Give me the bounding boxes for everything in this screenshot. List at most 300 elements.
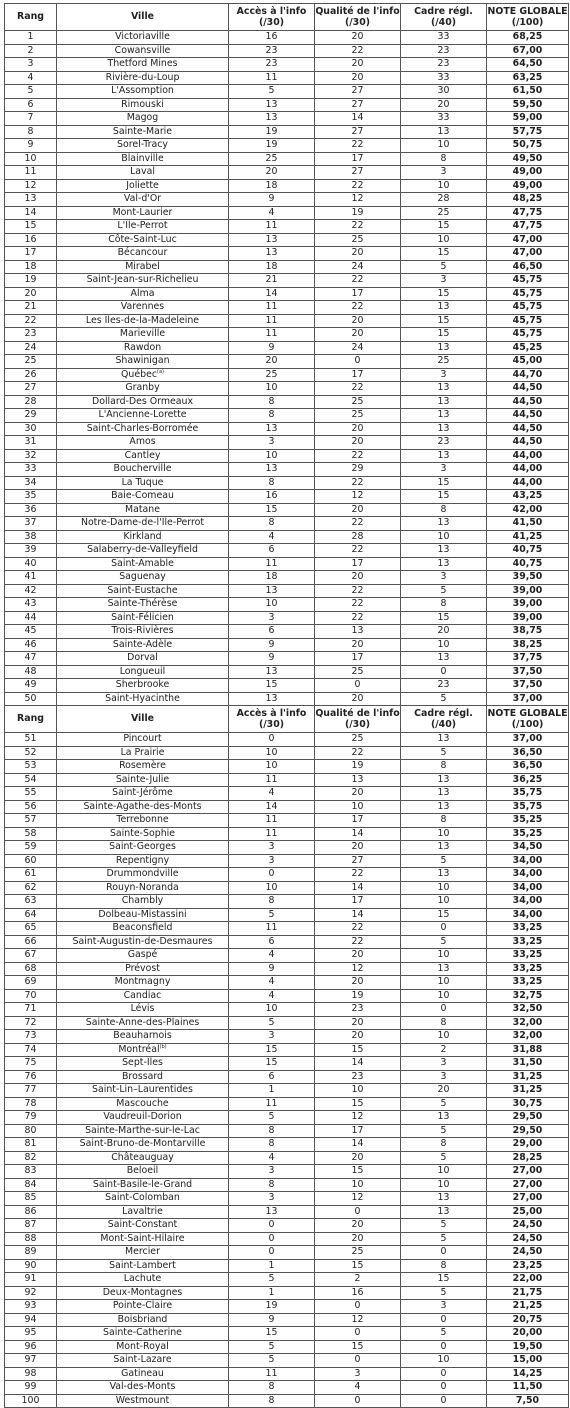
framework-score-cell: 8 — [401, 1259, 487, 1273]
rank-cell: 41 — [5, 571, 57, 585]
framework-score-cell: 13 — [401, 409, 487, 423]
city-cell: La Tuque — [57, 476, 229, 490]
quality-score-cell: 12 — [315, 1192, 401, 1206]
access-score-cell: 5 — [229, 1273, 315, 1287]
table-row — [5, 301, 569, 315]
quality-score-cell: 22 — [315, 935, 401, 949]
table-row — [5, 908, 569, 922]
quality-score-cell: 14 — [315, 1057, 401, 1071]
overall-score-cell: 27,00 — [487, 1192, 569, 1206]
header-quality: Qualité de l'info (/30) — [315, 4, 401, 31]
table-row — [5, 139, 569, 153]
rank-cell: 36 — [5, 503, 57, 517]
rank-cell: 25 — [5, 355, 57, 369]
overall-score-cell: 39,00 — [487, 611, 569, 625]
overall-score-cell: 24,50 — [487, 1232, 569, 1246]
overall-score-cell: 27,00 — [487, 1165, 569, 1179]
city-cell: Saint-Félicien — [57, 611, 229, 625]
overall-score-cell: 47,75 — [487, 206, 569, 220]
city-cell: Beaconsfield — [57, 922, 229, 936]
overall-score-cell: 34,00 — [487, 854, 569, 868]
rank-cell: 58 — [5, 827, 57, 841]
overall-score-cell: 19,50 — [487, 1340, 569, 1354]
table-row — [5, 166, 569, 180]
access-score-cell: 10 — [229, 760, 315, 774]
table-row — [5, 598, 569, 612]
rank-cell: 55 — [5, 787, 57, 801]
quality-score-cell: 13 — [315, 625, 401, 639]
framework-score-cell: 13 — [401, 787, 487, 801]
framework-score-cell: 25 — [401, 206, 487, 220]
quality-score-cell: 0 — [315, 1394, 401, 1408]
city-cell: Saint-Lambert — [57, 1259, 229, 1273]
quality-score-cell: 20 — [315, 571, 401, 585]
framework-score-cell: 5 — [401, 746, 487, 760]
rank-cell: 37 — [5, 517, 57, 531]
rank-cell: 32 — [5, 449, 57, 463]
table-row — [5, 260, 569, 274]
framework-score-cell: 13 — [401, 301, 487, 315]
quality-score-cell: 20 — [315, 841, 401, 855]
framework-score-cell: 10 — [401, 827, 487, 841]
overall-score-cell: 34,00 — [487, 895, 569, 909]
rank-cell: 38 — [5, 530, 57, 544]
table-row — [5, 1084, 569, 1098]
framework-score-cell: 5 — [401, 935, 487, 949]
table-row — [5, 976, 569, 990]
city-cell: L'Île-Perrot — [57, 220, 229, 234]
framework-score-cell: 5 — [401, 1327, 487, 1341]
city-cell: Granby — [57, 382, 229, 396]
access-score-cell: 11 — [229, 220, 315, 234]
table-row — [5, 517, 569, 531]
quality-score-cell: 2 — [315, 1273, 401, 1287]
table-row — [5, 422, 569, 436]
table-row — [5, 814, 569, 828]
city-cell: Beauharnois — [57, 1030, 229, 1044]
framework-score-cell: 5 — [401, 854, 487, 868]
table-row — [5, 1003, 569, 1017]
table-row — [5, 733, 569, 747]
access-score-cell: 11 — [229, 827, 315, 841]
framework-score-cell: 30 — [401, 85, 487, 99]
framework-score-cell: 3 — [401, 274, 487, 288]
table-row — [5, 1259, 569, 1273]
city-cell: Dorval — [57, 652, 229, 666]
overall-score-cell: 44,50 — [487, 422, 569, 436]
rank-cell: 2 — [5, 44, 57, 58]
access-score-cell: 4 — [229, 949, 315, 963]
overall-score-cell: 37,75 — [487, 652, 569, 666]
table-row — [5, 206, 569, 220]
city-cell: Cantley — [57, 449, 229, 463]
access-score-cell: 13 — [229, 247, 315, 261]
access-score-cell: 9 — [229, 638, 315, 652]
table-row — [5, 463, 569, 477]
city-cell: Saint-Amable — [57, 557, 229, 571]
overall-score-cell: 25,00 — [487, 1205, 569, 1219]
rank-cell: 15 — [5, 220, 57, 234]
city-cell: Les Îles-de-la-Madeleine — [57, 314, 229, 328]
rank-cell: 63 — [5, 895, 57, 909]
quality-score-cell: 0 — [315, 1327, 401, 1341]
header-overall: NOTE GLOBALE (/100) — [487, 4, 569, 31]
table-row — [5, 1340, 569, 1354]
rank-cell: 90 — [5, 1259, 57, 1273]
header-rank: Rang — [5, 706, 57, 733]
rank-cell: 92 — [5, 1286, 57, 1300]
framework-score-cell: 10 — [401, 976, 487, 990]
overall-score-cell: 49,50 — [487, 152, 569, 166]
quality-score-cell: 25 — [315, 665, 401, 679]
table-row — [5, 1151, 569, 1165]
quality-score-cell: 24 — [315, 341, 401, 355]
city-cell: Rouyn-Noranda — [57, 881, 229, 895]
quality-score-cell: 13 — [315, 773, 401, 787]
rank-cell: 68 — [5, 962, 57, 976]
city-cell: Saint-Hyacinthe — [57, 692, 229, 706]
table-row — [5, 787, 569, 801]
city-cell: Châteauguay — [57, 1151, 229, 1165]
rank-cell: 16 — [5, 233, 57, 247]
overall-score-cell: 49,00 — [487, 166, 569, 180]
city-cell: Drummondville — [57, 868, 229, 882]
framework-score-cell: 8 — [401, 1016, 487, 1030]
overall-score-cell: 47,00 — [487, 247, 569, 261]
framework-score-cell: 13 — [401, 1111, 487, 1125]
quality-score-cell: 17 — [315, 814, 401, 828]
framework-score-cell: 15 — [401, 490, 487, 504]
access-score-cell: 11 — [229, 71, 315, 85]
quality-score-cell: 17 — [315, 1124, 401, 1138]
rank-cell: 87 — [5, 1219, 57, 1233]
framework-score-cell: 10 — [401, 1354, 487, 1368]
framework-score-cell: 10 — [401, 233, 487, 247]
framework-score-cell: 15 — [401, 611, 487, 625]
overall-score-cell: 37,50 — [487, 665, 569, 679]
city-cell: Saguenay — [57, 571, 229, 585]
overall-score-cell: 47,00 — [487, 233, 569, 247]
rank-cell: 45 — [5, 625, 57, 639]
quality-score-cell: 15 — [315, 1043, 401, 1057]
table-row — [5, 1381, 569, 1395]
rank-cell: 94 — [5, 1313, 57, 1327]
rank-cell: 59 — [5, 841, 57, 855]
table-row — [5, 1394, 569, 1408]
table-row — [5, 881, 569, 895]
access-score-cell: 20 — [229, 355, 315, 369]
access-score-cell: 4 — [229, 1151, 315, 1165]
header-quality: Qualité de l'info (/30) — [315, 706, 401, 733]
framework-score-cell: 0 — [401, 1313, 487, 1327]
rank-cell: 18 — [5, 260, 57, 274]
overall-score-cell: 37,00 — [487, 733, 569, 747]
quality-score-cell: 4 — [315, 1381, 401, 1395]
rank-cell: 43 — [5, 598, 57, 612]
city-cell: Montmagny — [57, 976, 229, 990]
rank-cell: 8 — [5, 125, 57, 139]
framework-score-cell: 13 — [401, 652, 487, 666]
city-cell: Vaudreuil-Dorion — [57, 1111, 229, 1125]
quality-score-cell: 19 — [315, 760, 401, 774]
overall-score-cell: 47,75 — [487, 220, 569, 234]
quality-score-cell: 22 — [315, 179, 401, 193]
rank-cell: 93 — [5, 1300, 57, 1314]
access-score-cell: 8 — [229, 395, 315, 409]
framework-score-cell: 0 — [401, 1246, 487, 1260]
table-row — [5, 85, 569, 99]
quality-score-cell: 27 — [315, 166, 401, 180]
framework-score-cell: 13 — [401, 422, 487, 436]
quality-score-cell: 0 — [315, 1205, 401, 1219]
rank-cell: 97 — [5, 1354, 57, 1368]
framework-score-cell: 10 — [401, 530, 487, 544]
rank-cell: 29 — [5, 409, 57, 423]
city-cell: Rivière-du-Loup — [57, 71, 229, 85]
rank-cell: 44 — [5, 611, 57, 625]
city-cell: Sorel-Tracy — [57, 139, 229, 153]
city-cell: Joliette — [57, 179, 229, 193]
overall-score-cell: 44,50 — [487, 436, 569, 450]
overall-score-cell: 45,75 — [487, 287, 569, 301]
access-score-cell: 0 — [229, 1246, 315, 1260]
overall-score-cell: 44,00 — [487, 476, 569, 490]
city-cell: Bécancour — [57, 247, 229, 261]
rank-cell: 24 — [5, 341, 57, 355]
framework-score-cell: 15 — [401, 476, 487, 490]
quality-score-cell: 20 — [315, 692, 401, 706]
framework-score-cell: 15 — [401, 287, 487, 301]
overall-score-cell: 42,00 — [487, 503, 569, 517]
table-row — [5, 679, 569, 693]
access-score-cell: 8 — [229, 476, 315, 490]
quality-score-cell: 22 — [315, 598, 401, 612]
overall-score-cell: 37,50 — [487, 679, 569, 693]
quality-score-cell: 10 — [315, 1084, 401, 1098]
city-cell: Sainte-Anne-des-Plaines — [57, 1016, 229, 1030]
table-row — [5, 571, 569, 585]
city-cell: Gaspé — [57, 949, 229, 963]
framework-score-cell: 13 — [401, 125, 487, 139]
city-cell: Saint-Colomban — [57, 1192, 229, 1206]
access-score-cell: 11 — [229, 1367, 315, 1381]
overall-score-cell: 36,25 — [487, 773, 569, 787]
rank-cell: 23 — [5, 328, 57, 342]
access-score-cell: 10 — [229, 598, 315, 612]
table-row — [5, 544, 569, 558]
rank-cell: 4 — [5, 71, 57, 85]
quality-score-cell: 22 — [315, 44, 401, 58]
quality-score-cell: 22 — [315, 544, 401, 558]
framework-score-cell: 15 — [401, 314, 487, 328]
table-row — [5, 1246, 569, 1260]
quality-score-cell: 12 — [315, 193, 401, 207]
access-score-cell: 5 — [229, 1340, 315, 1354]
access-score-cell: 9 — [229, 193, 315, 207]
access-score-cell: 11 — [229, 314, 315, 328]
city-cell: Shawinigan — [57, 355, 229, 369]
city-cell: Sainte-Catherine — [57, 1327, 229, 1341]
city-cell: Dollard-Des Ormeaux — [57, 395, 229, 409]
city-cell: Sainte-Julie — [57, 773, 229, 787]
city-cell: Magog — [57, 112, 229, 126]
access-score-cell: 13 — [229, 98, 315, 112]
access-score-cell: 18 — [229, 179, 315, 193]
table-row — [5, 44, 569, 58]
city-cell: Mascouche — [57, 1097, 229, 1111]
table-row — [5, 800, 569, 814]
rank-cell: 99 — [5, 1381, 57, 1395]
rank-cell: 46 — [5, 638, 57, 652]
city-cell: Prévost — [57, 962, 229, 976]
access-score-cell: 10 — [229, 881, 315, 895]
city-cell: Mont-Laurier — [57, 206, 229, 220]
access-score-cell: 25 — [229, 368, 315, 382]
overall-score-cell: 34,50 — [487, 841, 569, 855]
quality-score-cell: 22 — [315, 584, 401, 598]
footnote-marker: (b) — [159, 1043, 167, 1050]
rank-cell: 30 — [5, 422, 57, 436]
rank-cell: 6 — [5, 98, 57, 112]
framework-score-cell: 10 — [401, 179, 487, 193]
rank-cell: 66 — [5, 935, 57, 949]
table-body-bottom — [5, 733, 569, 1408]
rank-cell: 52 — [5, 746, 57, 760]
quality-score-cell: 25 — [315, 233, 401, 247]
quality-score-cell: 20 — [315, 328, 401, 342]
access-score-cell: 11 — [229, 1097, 315, 1111]
city-cell: Laval — [57, 166, 229, 180]
quality-score-cell: 10 — [315, 1178, 401, 1192]
access-score-cell: 4 — [229, 206, 315, 220]
rank-cell: 88 — [5, 1232, 57, 1246]
access-score-cell: 3 — [229, 841, 315, 855]
table-row — [5, 355, 569, 369]
rank-cell: 85 — [5, 1192, 57, 1206]
overall-score-cell: 34,00 — [487, 908, 569, 922]
city-cell: Mont-Saint-Hilaire — [57, 1232, 229, 1246]
rank-cell: 20 — [5, 287, 57, 301]
rank-cell: 27 — [5, 382, 57, 396]
header-access: Accès à l'info (/30) — [229, 4, 315, 31]
header-framework: Cadre régl. (/40) — [401, 706, 487, 733]
framework-score-cell: 3 — [401, 368, 487, 382]
access-score-cell: 3 — [229, 854, 315, 868]
rank-cell: 83 — [5, 1165, 57, 1179]
table-row — [5, 274, 569, 288]
city-cell: Saint-Lin–Laurentides — [57, 1084, 229, 1098]
access-score-cell: 1 — [229, 1084, 315, 1098]
overall-score-cell: 44,70 — [487, 368, 569, 382]
city-cell: Longueuil — [57, 665, 229, 679]
rank-cell: 1 — [5, 31, 57, 45]
quality-score-cell: 15 — [315, 1165, 401, 1179]
city-cell: Saint-Lazare — [57, 1354, 229, 1368]
header-access: Accès à l'info (/30) — [229, 706, 315, 733]
table-row — [5, 476, 569, 490]
framework-score-cell: 13 — [401, 449, 487, 463]
table-row — [5, 557, 569, 571]
quality-score-cell: 20 — [315, 976, 401, 990]
access-score-cell: 0 — [229, 1219, 315, 1233]
table-row — [5, 58, 569, 72]
rank-cell: 98 — [5, 1367, 57, 1381]
quality-score-cell: 20 — [315, 503, 401, 517]
framework-score-cell: 13 — [401, 841, 487, 855]
ranking-table-bottom — [4, 705, 569, 1408]
quality-score-cell: 20 — [315, 787, 401, 801]
rank-cell: 11 — [5, 166, 57, 180]
access-score-cell: 3 — [229, 611, 315, 625]
table-row — [5, 490, 569, 504]
access-score-cell: 14 — [229, 287, 315, 301]
access-score-cell: 6 — [229, 544, 315, 558]
ranking-table-top — [4, 3, 569, 706]
overall-score-cell: 44,00 — [487, 463, 569, 477]
quality-score-cell: 22 — [315, 476, 401, 490]
table-row — [5, 1138, 569, 1152]
overall-score-cell: 29,50 — [487, 1124, 569, 1138]
city-cell: Notre-Dame-de-l'Île-Perrot — [57, 517, 229, 531]
city-cell: Lavaltrie — [57, 1205, 229, 1219]
overall-score-cell: 63,25 — [487, 71, 569, 85]
access-score-cell: 18 — [229, 260, 315, 274]
quality-score-cell: 19 — [315, 206, 401, 220]
city-cell: Mercier — [57, 1246, 229, 1260]
framework-score-cell: 13 — [401, 544, 487, 558]
overall-score-cell: 48,25 — [487, 193, 569, 207]
rank-cell: 73 — [5, 1030, 57, 1044]
quality-score-cell: 17 — [315, 152, 401, 166]
city-cell: Boucherville — [57, 463, 229, 477]
quality-score-cell: 17 — [315, 368, 401, 382]
overall-score-cell: 45,75 — [487, 301, 569, 315]
table-row — [5, 1192, 569, 1206]
quality-score-cell: 25 — [315, 733, 401, 747]
overall-score-cell: 24,50 — [487, 1246, 569, 1260]
rank-cell: 10 — [5, 152, 57, 166]
quality-score-cell: 22 — [315, 868, 401, 882]
access-score-cell: 8 — [229, 1178, 315, 1192]
overall-score-cell: 45,75 — [487, 314, 569, 328]
overall-score-cell: 39,00 — [487, 598, 569, 612]
quality-score-cell: 22 — [315, 517, 401, 531]
framework-score-cell: 8 — [401, 598, 487, 612]
quality-score-cell: 15 — [315, 1340, 401, 1354]
rank-cell: 26 — [5, 368, 57, 382]
quality-score-cell: 20 — [315, 314, 401, 328]
quality-score-cell: 20 — [315, 1219, 401, 1233]
header-city: Ville — [57, 706, 229, 733]
access-score-cell: 15 — [229, 1057, 315, 1071]
overall-score-cell: 44,50 — [487, 409, 569, 423]
framework-score-cell: 5 — [401, 1151, 487, 1165]
table-row — [5, 1070, 569, 1084]
access-score-cell: 16 — [229, 490, 315, 504]
framework-score-cell: 13 — [401, 341, 487, 355]
table-row — [5, 665, 569, 679]
framework-score-cell: 13 — [401, 800, 487, 814]
framework-score-cell: 10 — [401, 949, 487, 963]
overall-score-cell: 41,50 — [487, 517, 569, 531]
access-score-cell: 19 — [229, 139, 315, 153]
overall-score-cell: 15,00 — [487, 1354, 569, 1368]
quality-score-cell: 29 — [315, 463, 401, 477]
city-cell: Sainte-Adèle — [57, 638, 229, 652]
quality-score-cell: 20 — [315, 1030, 401, 1044]
overall-score-cell: 36,50 — [487, 760, 569, 774]
table-body-top — [5, 31, 569, 706]
